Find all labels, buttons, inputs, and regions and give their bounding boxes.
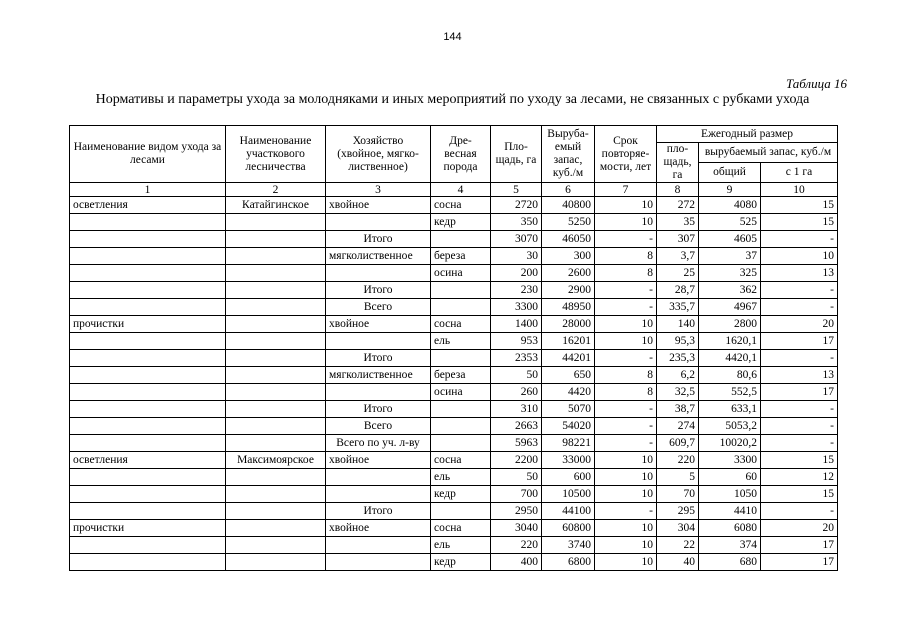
area-cell: 2720: [491, 197, 542, 214]
annual-area-cell: 28,7: [657, 282, 699, 299]
care-type-cell: [70, 469, 226, 486]
annual-volume-per-ha-cell: -: [761, 435, 838, 452]
table-row: [70, 197, 838, 214]
annual-volume-cell: 525: [699, 214, 761, 231]
annual-volume-per-ha-cell: 17: [761, 554, 838, 571]
annual-area-cell: 235,3: [657, 350, 699, 367]
header-care-type: Наименование видом ухода за лесами: [70, 126, 226, 183]
annual-volume-cell: 4420,1: [699, 350, 761, 367]
recurrence-cell: -: [595, 350, 657, 367]
annual-volume-cell: 37: [699, 248, 761, 265]
volume-cell: 10500: [542, 486, 595, 503]
economy-cell: [326, 486, 431, 503]
annual-volume-per-ha-cell: 15: [761, 452, 838, 469]
care-type-cell: прочистки: [70, 520, 226, 537]
care-type-cell: [70, 367, 226, 384]
area-cell: 700: [491, 486, 542, 503]
recurrence-cell: 10: [595, 214, 657, 231]
annual-volume-cell: 680: [699, 554, 761, 571]
annual-volume-per-ha-cell: 13: [761, 367, 838, 384]
care-type-cell: [70, 486, 226, 503]
species-cell: ель: [431, 469, 491, 486]
volume-cell: 40800: [542, 197, 595, 214]
area-cell: 2200: [491, 452, 542, 469]
species-cell: осина: [431, 384, 491, 401]
annual-volume-cell: 552,5: [699, 384, 761, 401]
table-row: [70, 282, 838, 299]
annual-volume-cell: 5053,2: [699, 418, 761, 435]
annual-area-cell: 22: [657, 537, 699, 554]
column-number: 7: [595, 183, 657, 197]
header-harvested-volume: Выруба-емый запас, куб./м: [542, 126, 595, 183]
species-cell: [431, 231, 491, 248]
annual-area-cell: 5: [657, 469, 699, 486]
recurrence-cell: -: [595, 282, 657, 299]
volume-cell: 650: [542, 367, 595, 384]
area-cell: 230: [491, 282, 542, 299]
table-row: [70, 299, 838, 316]
economy-cell: хвойное: [326, 520, 431, 537]
annual-area-cell: 95,3: [657, 333, 699, 350]
economy-cell: мягколиственное: [326, 367, 431, 384]
care-type-cell: [70, 350, 226, 367]
annual-volume-per-ha-cell: -: [761, 282, 838, 299]
column-number: 2: [226, 183, 326, 197]
table-row: [70, 214, 838, 231]
annual-volume-cell: 633,1: [699, 401, 761, 418]
care-type-cell: [70, 537, 226, 554]
volume-cell: 5250: [542, 214, 595, 231]
forestry-district-cell: [226, 350, 326, 367]
care-type-cell: [70, 435, 226, 452]
annual-area-cell: 70: [657, 486, 699, 503]
column-number: 10: [761, 183, 838, 197]
area-cell: 50: [491, 469, 542, 486]
column-number: 9: [699, 183, 761, 197]
forestry-district-cell: [226, 282, 326, 299]
forestry-district-cell: [226, 418, 326, 435]
recurrence-cell: -: [595, 435, 657, 452]
volume-cell: 5070: [542, 401, 595, 418]
volume-cell: 46050: [542, 231, 595, 248]
annual-area-cell: 295: [657, 503, 699, 520]
table-row: [70, 554, 838, 571]
recurrence-cell: 10: [595, 554, 657, 571]
forestry-district-cell: [226, 316, 326, 333]
annual-area-cell: 32,5: [657, 384, 699, 401]
annual-area-cell: 35: [657, 214, 699, 231]
species-cell: [431, 401, 491, 418]
header-annual-volume: вырубаемый запас, куб./м: [699, 143, 838, 163]
annual-volume-per-ha-cell: 15: [761, 214, 838, 231]
annual-volume-per-ha-cell: 20: [761, 316, 838, 333]
table-body: [70, 197, 838, 571]
annual-volume-cell: 80,6: [699, 367, 761, 384]
species-cell: сосна: [431, 520, 491, 537]
annual-volume-cell: 325: [699, 265, 761, 282]
table-title: Нормативы и параметры ухода за молодняками и иных мероприятий по уходу за лесами, не связанных с рубками ухода: [95, 92, 810, 107]
column-number: 8: [657, 183, 699, 197]
forestry-district-cell: [226, 503, 326, 520]
header-economy: Хозяйство (хвойное, мягко-лиственное): [326, 126, 431, 183]
volume-cell: 28000: [542, 316, 595, 333]
economy-cell: Итого: [326, 401, 431, 418]
forestry-district-cell: [226, 367, 326, 384]
care-type-cell: [70, 265, 226, 282]
table-row: [70, 537, 838, 554]
annual-area-cell: 335,7: [657, 299, 699, 316]
species-cell: кедр: [431, 214, 491, 231]
economy-cell: хвойное: [326, 197, 431, 214]
annual-area-cell: 38,7: [657, 401, 699, 418]
economy-cell: Итого: [326, 231, 431, 248]
species-cell: осина: [431, 265, 491, 282]
economy-cell: [326, 469, 431, 486]
column-number-row: [70, 183, 838, 197]
volume-cell: 6800: [542, 554, 595, 571]
table-label: Таблица 16: [785, 76, 847, 91]
annual-volume-per-ha-cell: 15: [761, 197, 838, 214]
volume-cell: 48950: [542, 299, 595, 316]
care-type-cell: [70, 401, 226, 418]
economy-cell: [326, 214, 431, 231]
table-row: [70, 265, 838, 282]
header-recurrence-period: Срок повторяе-мости, лет: [595, 126, 657, 183]
area-cell: 30: [491, 248, 542, 265]
annual-volume-cell: 60: [699, 469, 761, 486]
annual-area-cell: 304: [657, 520, 699, 537]
species-cell: [431, 418, 491, 435]
species-cell: сосна: [431, 316, 491, 333]
volume-cell: 60800: [542, 520, 595, 537]
table-row: [70, 469, 838, 486]
recurrence-cell: -: [595, 299, 657, 316]
area-cell: 2353: [491, 350, 542, 367]
table-row: [70, 367, 838, 384]
volume-cell: 3740: [542, 537, 595, 554]
recurrence-cell: -: [595, 401, 657, 418]
recurrence-cell: -: [595, 503, 657, 520]
recurrence-cell: -: [595, 231, 657, 248]
area-cell: 3040: [491, 520, 542, 537]
economy-cell: Всего: [326, 299, 431, 316]
species-cell: сосна: [431, 197, 491, 214]
forestry-district-cell: [226, 384, 326, 401]
annual-volume-per-ha-cell: 15: [761, 486, 838, 503]
species-cell: сосна: [431, 452, 491, 469]
recurrence-cell: 10: [595, 520, 657, 537]
annual-volume-per-ha-cell: 13: [761, 265, 838, 282]
annual-volume-per-ha-cell: 10: [761, 248, 838, 265]
header-volume-total: общий: [699, 163, 761, 183]
annual-area-cell: 307: [657, 231, 699, 248]
volume-cell: 2600: [542, 265, 595, 282]
species-cell: ель: [431, 333, 491, 350]
annual-volume-per-ha-cell: 20: [761, 520, 838, 537]
economy-cell: Всего по уч. л-ву: [326, 435, 431, 452]
area-cell: 350: [491, 214, 542, 231]
species-cell: [431, 435, 491, 452]
annual-volume-per-ha-cell: 17: [761, 384, 838, 401]
forestry-district-cell: [226, 333, 326, 350]
header-area: Пло-щадь, га: [491, 126, 542, 183]
care-type-cell: [70, 384, 226, 401]
table-row: [70, 435, 838, 452]
volume-cell: 4420: [542, 384, 595, 401]
economy-cell: [326, 333, 431, 350]
table-row: [70, 503, 838, 520]
area-cell: 220: [491, 537, 542, 554]
annual-volume-per-ha-cell: -: [761, 503, 838, 520]
recurrence-cell: 8: [595, 367, 657, 384]
annual-volume-per-ha-cell: -: [761, 350, 838, 367]
area-cell: 5963: [491, 435, 542, 452]
annual-volume-cell: 3300: [699, 452, 761, 469]
table-row: [70, 384, 838, 401]
recurrence-cell: 8: [595, 265, 657, 282]
economy-cell: [326, 384, 431, 401]
annual-volume-cell: 10020,2: [699, 435, 761, 452]
annual-volume-per-ha-cell: 12: [761, 469, 838, 486]
annual-volume-cell: 374: [699, 537, 761, 554]
forestry-district-cell: [226, 248, 326, 265]
annual-area-cell: 25: [657, 265, 699, 282]
volume-cell: 33000: [542, 452, 595, 469]
species-cell: кедр: [431, 486, 491, 503]
annual-volume-cell: 362: [699, 282, 761, 299]
header-tree-species: Дре-весная порода: [431, 126, 491, 183]
care-type-cell: [70, 299, 226, 316]
volume-cell: 98221: [542, 435, 595, 452]
column-number: 4: [431, 183, 491, 197]
species-cell: ель: [431, 537, 491, 554]
volume-cell: 16201: [542, 333, 595, 350]
annual-volume-cell: 1050: [699, 486, 761, 503]
volume-cell: 2900: [542, 282, 595, 299]
table-row: [70, 452, 838, 469]
table-row: [70, 333, 838, 350]
care-type-cell: [70, 248, 226, 265]
recurrence-cell: 8: [595, 384, 657, 401]
area-cell: 2663: [491, 418, 542, 435]
care-type-cell: [70, 503, 226, 520]
forestry-district-cell: [226, 537, 326, 554]
economy-cell: хвойное: [326, 452, 431, 469]
forestry-district-cell: [226, 265, 326, 282]
species-cell: [431, 299, 491, 316]
volume-cell: 300: [542, 248, 595, 265]
forestry-district-cell: [226, 401, 326, 418]
annual-volume-cell: 4410: [699, 503, 761, 520]
species-cell: кедр: [431, 554, 491, 571]
annual-volume-cell: 6080: [699, 520, 761, 537]
annual-area-cell: 140: [657, 316, 699, 333]
annual-volume-per-ha-cell: -: [761, 231, 838, 248]
forestry-district-cell: Максимоярское: [226, 452, 326, 469]
table-row: [70, 316, 838, 333]
recurrence-cell: 10: [595, 316, 657, 333]
forestry-district-cell: [226, 299, 326, 316]
species-cell: береза: [431, 248, 491, 265]
area-cell: 260: [491, 384, 542, 401]
economy-cell: Итого: [326, 282, 431, 299]
area-cell: 953: [491, 333, 542, 350]
table-row: [70, 486, 838, 503]
recurrence-cell: 10: [595, 452, 657, 469]
recurrence-cell: 10: [595, 469, 657, 486]
economy-cell: [326, 265, 431, 282]
recurrence-cell: 8: [595, 248, 657, 265]
annual-volume-per-ha-cell: -: [761, 418, 838, 435]
column-number: 5: [491, 183, 542, 197]
annual-volume-cell: 2800: [699, 316, 761, 333]
care-type-cell: [70, 214, 226, 231]
annual-area-cell: 274: [657, 418, 699, 435]
recurrence-cell: 10: [595, 537, 657, 554]
volume-cell: 54020: [542, 418, 595, 435]
annual-area-cell: 220: [657, 452, 699, 469]
annual-area-cell: 609,7: [657, 435, 699, 452]
annual-volume-cell: 4967: [699, 299, 761, 316]
table-row: [70, 248, 838, 265]
species-cell: береза: [431, 367, 491, 384]
recurrence-cell: -: [595, 418, 657, 435]
forestry-district-cell: [226, 554, 326, 571]
table-row: [70, 418, 838, 435]
area-cell: 3300: [491, 299, 542, 316]
annual-area-cell: 40: [657, 554, 699, 571]
recurrence-cell: 10: [595, 333, 657, 350]
column-number: 1: [70, 183, 226, 197]
header-annual-area: пло-щадь, га: [657, 143, 699, 183]
column-number: 3: [326, 183, 431, 197]
economy-cell: [326, 554, 431, 571]
column-number: 6: [542, 183, 595, 197]
area-cell: 2950: [491, 503, 542, 520]
forestry-district-cell: Катайгинское: [226, 197, 326, 214]
annual-area-cell: 272: [657, 197, 699, 214]
forestry-district-cell: [226, 231, 326, 248]
forestry-district-cell: [226, 469, 326, 486]
table-row: [70, 520, 838, 537]
area-cell: 3070: [491, 231, 542, 248]
area-cell: 310: [491, 401, 542, 418]
economy-cell: хвойное: [326, 316, 431, 333]
care-type-cell: осветления: [70, 452, 226, 469]
care-type-cell: осветления: [70, 197, 226, 214]
area-cell: 400: [491, 554, 542, 571]
annual-volume-cell: 4080: [699, 197, 761, 214]
annual-volume-per-ha-cell: 17: [761, 333, 838, 350]
annual-volume-per-ha-cell: 17: [761, 537, 838, 554]
recurrence-cell: 10: [595, 197, 657, 214]
annual-volume-per-ha-cell: -: [761, 401, 838, 418]
header-forestry-district: Наименование участкового лесничества: [226, 126, 326, 183]
forestry-district-cell: [226, 214, 326, 231]
header-volume-per-ha: с 1 га: [761, 163, 838, 183]
table-row: [70, 350, 838, 367]
care-type-cell: [70, 231, 226, 248]
forestry-district-cell: [226, 486, 326, 503]
care-type-cell: [70, 282, 226, 299]
economy-cell: [326, 537, 431, 554]
forestry-district-cell: [226, 520, 326, 537]
volume-cell: 44100: [542, 503, 595, 520]
volume-cell: 44201: [542, 350, 595, 367]
recurrence-cell: 10: [595, 486, 657, 503]
annual-area-cell: 6,2: [657, 367, 699, 384]
volume-cell: 600: [542, 469, 595, 486]
economy-cell: мягколиственное: [326, 248, 431, 265]
species-cell: [431, 350, 491, 367]
forest-care-table: [69, 125, 838, 571]
area-cell: 200: [491, 265, 542, 282]
economy-cell: Итого: [326, 503, 431, 520]
care-type-cell: [70, 333, 226, 350]
care-type-cell: [70, 554, 226, 571]
table-row: [70, 401, 838, 418]
area-cell: 50: [491, 367, 542, 384]
annual-volume-per-ha-cell: -: [761, 299, 838, 316]
annual-volume-cell: 1620,1: [699, 333, 761, 350]
header-annual-size: Ежегодный размер: [657, 126, 838, 143]
annual-area-cell: 3,7: [657, 248, 699, 265]
area-cell: 1400: [491, 316, 542, 333]
annual-volume-cell: 4605: [699, 231, 761, 248]
species-cell: [431, 503, 491, 520]
economy-cell: Итого: [326, 350, 431, 367]
species-cell: [431, 282, 491, 299]
care-type-cell: [70, 418, 226, 435]
table-row: [70, 231, 838, 248]
page-number: 144: [443, 31, 462, 43]
economy-cell: Всего: [326, 418, 431, 435]
care-type-cell: прочистки: [70, 316, 226, 333]
forestry-district-cell: [226, 435, 326, 452]
